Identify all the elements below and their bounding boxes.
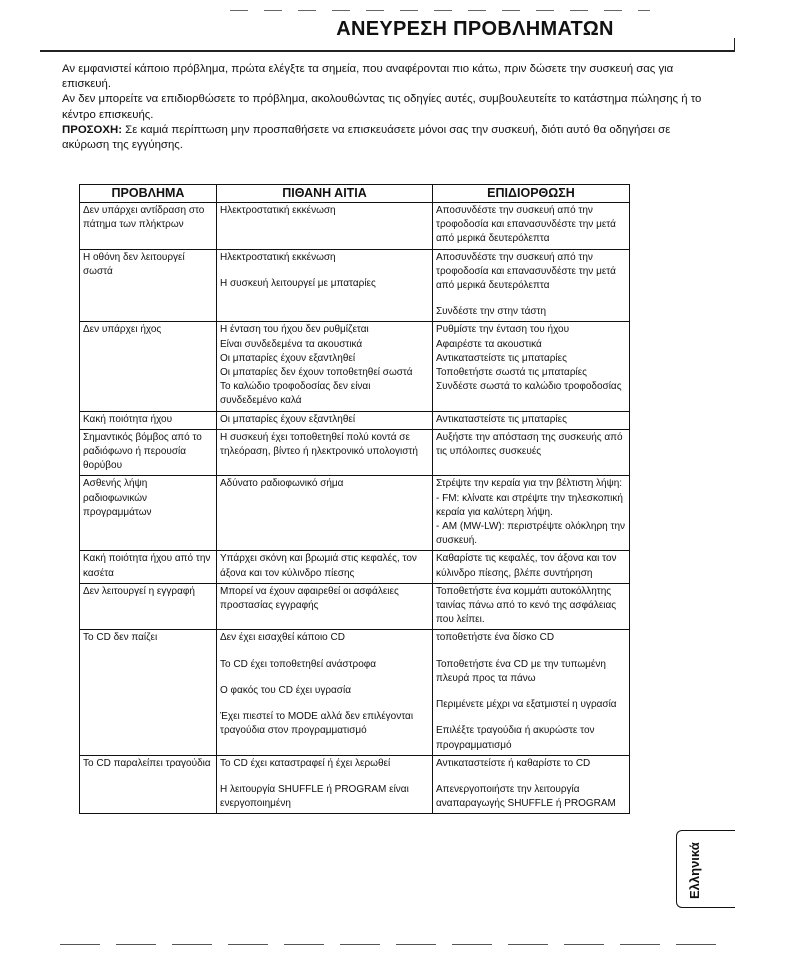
- fix-text: Αποσυνδέστε την συσκευή από την τροφοδοσία και επανασυνδέστε την μετά από μερικά δευτερόλεπτα: [436, 251, 616, 292]
- cause-text: Οι μπαταρίες έχουν εξαντληθεί: [220, 413, 356, 425]
- warning-label: ΠΡΟΣΟΧΗ:: [62, 123, 122, 136]
- table-row: [80, 249, 630, 322]
- table-body: [80, 203, 630, 814]
- fix-text: τοποθετήστε ένα δίσκο CD: [436, 632, 555, 644]
- table-row: [80, 755, 630, 814]
- cause-cell: [217, 249, 433, 322]
- cause-cell: [217, 583, 433, 630]
- problem-text: Δεν υπάρχει αντίδραση στο πάτημα των πλήκτρων: [83, 205, 205, 231]
- title-divider: [40, 50, 735, 52]
- fix-text: Επιλέξτε τραγούδια ή ακυρώστε τον προγραμματισμό: [436, 725, 595, 751]
- fix-text: Αποσυνδέστε την συσκευή από την τροφοδοσία και επανασυνδέστε την μετά από μερικά δευτερόλεπτα: [436, 205, 616, 245]
- cause-cell: [217, 203, 433, 250]
- fix-cell: [433, 249, 630, 322]
- cause-text: Το καλώδιο τροφοδοσίας δεν είναι συνδεδεμένο καλά: [220, 381, 371, 407]
- cause-text: Ηλεκτροστατική εκκένωση: [220, 251, 336, 263]
- problem-text: Κακή ποιότητα ήχου από την κασέτα: [83, 553, 211, 579]
- problem-cell: [80, 322, 217, 411]
- problem-cell: [80, 583, 217, 630]
- cell-gap: [220, 771, 429, 783]
- cell-gap: [220, 698, 429, 710]
- table-row: [80, 322, 630, 411]
- problem-text: Κακή ποιότητα ήχου: [83, 413, 173, 425]
- fix-text: Αντικαταστείστε τις μπαταρίες: [436, 413, 567, 425]
- header-fix: ΕΠΙΔΙΟΡΘΩΣΗ: [433, 185, 630, 203]
- fix-cell: [433, 429, 630, 476]
- warning-text: Σε καμιά περίπτωση μην προσπαθήσετε να επισκευάσετε μόνοι σας την συσκευή, διότι αυτό θα οδηγήσει σε ακύρωση της εγγύησης.: [62, 123, 671, 152]
- fix-cell: [433, 755, 630, 814]
- problem-cell: [80, 411, 217, 429]
- cause-text: Υπάρχει σκόνη και βρωμιά στις κεφαλές, τον άξονα και τον κύλινδρο πίεσης: [220, 553, 417, 579]
- cause-text: Οι μπαταρίες έχουν εξαντληθεί: [220, 352, 356, 364]
- cell-gap: [436, 712, 626, 724]
- cause-text: Η συσκευή έχει τοποθετηθεί πολύ κοντά σε τηλεόραση, βίντεο ή ηλεκτρονικό υπολογιστή: [220, 431, 418, 458]
- cell-gap: [436, 771, 626, 783]
- troubleshooting-table: [79, 184, 630, 814]
- problem-cell: [80, 429, 217, 476]
- problem-text: Το CD δεν παίζει: [83, 632, 158, 644]
- table-row: [80, 411, 630, 429]
- cause-text: Η λειτουργία SHUFFLE ή PROGRAM είναι ενεργοποιημένη: [220, 783, 409, 810]
- intro-paragraph-1: Αν εμφανιστεί κάποιο πρόβλημα, πρώτα ελέγξτε τα σημεία, που αναφέρονται πιο κάτω, πριν δώσετε την συσκευή σας για επισκευή.: [62, 63, 674, 91]
- cause-cell: [217, 630, 433, 755]
- cell-gap: [436, 646, 626, 658]
- fix-text: Αντικαταστείστε ή καθαρίστε το CD: [436, 757, 591, 769]
- cause-cell: [217, 411, 433, 429]
- cause-text: Αδύνατο ραδιοφωνικό σήμα: [220, 478, 344, 490]
- problem-text: Σημαντικός βόμβος από το ραδιόφωνο ή περουσία θορύβου: [83, 431, 202, 472]
- fix-text: Τοποθετήστε ένα CD με την τυπωμένη πλευρά προς τα πάνω: [436, 658, 606, 684]
- table-row: [80, 476, 630, 551]
- problem-text: Το CD παραλείπει τραγούδια: [83, 757, 211, 769]
- intro-warning: [62, 123, 702, 153]
- scan-mark-top: [230, 10, 650, 11]
- fix-cell: [433, 630, 630, 755]
- language-tab: [676, 830, 735, 908]
- fix-cell: [433, 583, 630, 630]
- cell-gap: [220, 265, 429, 277]
- problem-cell: [80, 755, 217, 814]
- fix-text: Στρέψτε την κεραία για την βέλτιστη λήψη: - FM: κλίνατε και στρέψτε την τηλεσκοπική κεραία για καλύτερη λήψη. - AM (MW-LW): περιστρέψτε ολόκληρη την συσκευή.: [436, 478, 626, 547]
- table-row: [80, 203, 630, 250]
- cause-text: Είναι συνδεδεμένα τα ακουστικά: [220, 338, 363, 350]
- fix-text: Τοποθετήστε ένα κομμάτι αυτοκόλλητης ταινίας πάνω από το κενό της ασφάλειας που λείπει.: [436, 585, 617, 626]
- cause-text: Οι μπαταρίες δεν έχουν τοποθετηθεί σωστά: [220, 367, 413, 379]
- cell-gap: [220, 672, 429, 684]
- cause-text: Δεν έχει εισαχθεί κάποιο CD: [220, 632, 345, 644]
- cause-text: Έχει πιεστεί το MODE αλλά δεν επιλέγονται τραγούδια στον προγραμματισμό: [220, 711, 414, 737]
- table-row: [80, 429, 630, 476]
- header-problem: ΠΡΟΒΛΗΜΑ: [80, 185, 217, 203]
- cause-cell: [217, 322, 433, 411]
- cause-text: Ηλεκτροστατική εκκένωση: [220, 205, 336, 216]
- fix-text: Καθαρίστε τις κεφαλές, τον άξονα και τον κύλινδρο πίεσης, βλέπε συντήρηση: [436, 553, 617, 579]
- intro-text: [62, 62, 702, 153]
- cell-gap: [436, 686, 626, 698]
- table-header-row: [80, 185, 630, 203]
- cause-text: Η συσκευή λειτουργεί με μπαταρίες: [220, 277, 376, 289]
- cause-cell: [217, 476, 433, 551]
- cause-cell: [217, 755, 433, 814]
- cause-text: Το CD έχει καταστραφεί ή έχει λερωθεί: [220, 757, 391, 769]
- fix-text: Συνδέστε την στην τάστη: [436, 306, 547, 318]
- problem-cell: [80, 630, 217, 755]
- title-divider-end: [734, 38, 735, 52]
- fix-cell: [433, 551, 630, 583]
- cell-gap: [220, 646, 429, 658]
- fix-text: Αντικαταστείστε τις μπαταρίες: [436, 352, 567, 364]
- cause-text: Το CD έχει τοποθετηθεί ανάστροφα: [220, 658, 377, 670]
- header-cause: ΠΙΘΑΝΗ ΑΙΤΙΑ: [217, 185, 433, 203]
- fix-cell: [433, 476, 630, 551]
- cause-cell: [217, 429, 433, 476]
- table-row: [80, 630, 630, 755]
- fix-text: Αυξήστε την απόσταση της συσκευής από τις υπόλοιπες συσκευές: [436, 431, 623, 458]
- cause-text: Ο φακός του CD έχει υγρασία: [220, 684, 351, 696]
- problem-text: Δεν λειτουργεί η εγγραφή: [83, 585, 195, 597]
- page-title: ΑΝΕΥΡΕΣΗ ΠΡΟΒΛΗΜΑΤΩΝ: [336, 18, 614, 40]
- language-tab-label: Ελληνικά: [687, 842, 702, 899]
- fix-text: Τοποθετήστε σωστά τις μπαταρίες: [436, 367, 588, 379]
- fix-text: Απενεργοποιήστε την λειτουργία αναπαραγωγής SHUFFLE ή PROGRAM: [436, 783, 616, 810]
- problem-cell: [80, 249, 217, 322]
- fix-cell: [433, 203, 630, 250]
- scan-mark-bottom: [60, 944, 720, 945]
- problem-text: Ασθενής λήψη ραδιοφωνικών προγραμμάτων: [83, 478, 152, 518]
- cause-text: Μπορεί να έχουν αφαιρεθεί οι ασφάλειες προστασίας εγγραφής: [220, 585, 399, 612]
- problem-text: Δεν υπάρχει ήχος: [83, 324, 162, 336]
- cell-gap: [436, 293, 626, 305]
- problem-cell: [80, 476, 217, 551]
- fix-text: Περιμένετε μέχρι να εξατμιστεί η υγρασία: [436, 699, 617, 711]
- fix-text: Συνδέστε σωστά το καλώδιο τροφοδοσίας: [436, 381, 622, 393]
- table-row: [80, 583, 630, 630]
- problem-cell: [80, 551, 217, 583]
- fix-text: Αφαιρέστε τα ακουστικά: [436, 338, 542, 350]
- table-row: [80, 551, 630, 583]
- intro-paragraph-2: Αν δεν μπορείτε να επιδιορθώσετε το πρόβλημα, ακολουθώντας τις οδηγίες αυτές, συμβουλευτείτε το κατάστημα πώλησης ή το κέντρο επισκευής.: [62, 93, 702, 121]
- cause-cell: [217, 551, 433, 583]
- cause-text: Η ένταση του ήχου δεν ρυθμίζεται: [220, 324, 369, 336]
- fix-cell: [433, 411, 630, 429]
- problem-cell: [80, 203, 217, 250]
- fix-cell: [433, 322, 630, 411]
- fix-text: Ρυθμίστε την ένταση του ήχου: [436, 324, 570, 336]
- problem-text: Η οθόνη δεν λειτουργεί σωστά: [83, 251, 185, 277]
